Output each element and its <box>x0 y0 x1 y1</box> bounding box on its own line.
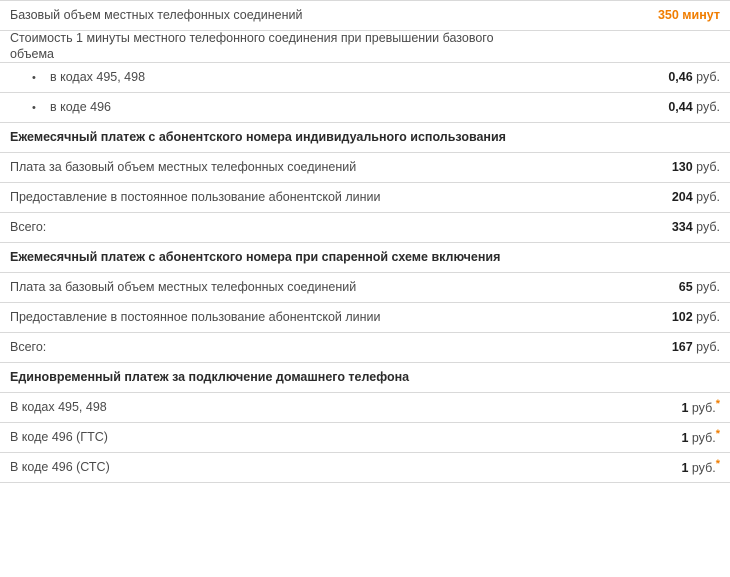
row-value <box>540 93 730 123</box>
accent-value: 350 минут <box>657 7 720 22</box>
row-amount: 167 <box>671 339 693 354</box>
section-title: Ежемесячный платеж с абонентского номера при спаренной схеме включения <box>0 243 540 273</box>
row-unit: руб. <box>696 159 720 174</box>
table-row <box>0 31 730 63</box>
row-label: в коде 496 <box>50 99 111 114</box>
row-amount: 130 <box>671 159 693 174</box>
row-label-bulleted <box>0 93 540 123</box>
row-amount: 65 <box>678 279 693 294</box>
table-row <box>0 1 730 31</box>
table-row <box>0 303 730 333</box>
row-label-bulleted <box>0 63 540 93</box>
row-value <box>540 123 730 153</box>
row-label: Стоимость 1 минуты местного телефонного соединения при превышении базового объема <box>0 31 540 63</box>
table-row <box>0 153 730 183</box>
row-label: в кодах 495, 498 <box>50 69 146 84</box>
table-row <box>0 393 730 423</box>
row-value <box>540 363 730 393</box>
row-label: Предоставление в постоянное пользование абонентской линии <box>0 183 540 213</box>
tariff-table-body <box>0 1 730 483</box>
row-value <box>540 423 730 453</box>
row-value <box>540 453 730 483</box>
row-unit: руб. <box>696 279 720 294</box>
row-value <box>540 1 730 31</box>
row-label: Плата за базовый объем местных телефонных соединений <box>0 153 540 183</box>
row-unit: руб. <box>691 431 716 446</box>
row-label: В коде 496 (СТС) <box>0 453 540 483</box>
section-header-row <box>0 243 730 273</box>
row-unit: руб. <box>691 461 716 476</box>
row-label: Всего: <box>0 213 540 243</box>
table-row <box>0 273 730 303</box>
table-row <box>0 333 730 363</box>
row-label: В кодах 495, 498 <box>0 393 540 423</box>
row-amount: 1 <box>681 401 689 416</box>
row-unit: руб. <box>696 189 720 204</box>
row-amount: 1 <box>681 431 689 446</box>
row-value <box>540 333 730 363</box>
row-unit: руб. <box>696 219 720 234</box>
row-value <box>540 243 730 273</box>
row-unit: руб. <box>691 401 716 416</box>
row-value <box>540 183 730 213</box>
section-header-row <box>0 123 730 153</box>
row-value <box>540 303 730 333</box>
row-label: Всего: <box>0 333 540 363</box>
row-value <box>540 153 730 183</box>
row-amount: 0,46 <box>668 69 693 84</box>
row-value <box>540 63 730 93</box>
row-amount: 0,44 <box>668 99 693 114</box>
row-unit: руб. <box>696 69 720 84</box>
row-unit: руб. <box>696 309 720 324</box>
section-header-row <box>0 363 730 393</box>
footnote-marker: * <box>715 428 720 441</box>
row-amount: 334 <box>671 219 693 234</box>
bullet-icon: • <box>32 101 36 114</box>
table-row <box>0 423 730 453</box>
row-value <box>540 393 730 423</box>
footnote-marker: * <box>715 458 720 471</box>
row-label: Плата за базовый объем местных телефонных соединений <box>0 273 540 303</box>
table-row <box>0 63 730 93</box>
row-value <box>540 31 730 63</box>
bullet-icon: • <box>32 71 36 84</box>
row-label: Базовый объем местных телефонных соединений <box>0 1 540 31</box>
row-label: В коде 496 (ГТС) <box>0 423 540 453</box>
footnote-marker: * <box>715 398 720 411</box>
section-title: Ежемесячный платеж с абонентского номера индивидуального использования <box>0 123 540 153</box>
table-row <box>0 453 730 483</box>
row-amount: 102 <box>671 309 693 324</box>
row-value <box>540 213 730 243</box>
row-value <box>540 273 730 303</box>
table-row <box>0 213 730 243</box>
row-label: Предоставление в постоянное пользование абонентской линии <box>0 303 540 333</box>
row-amount: 204 <box>671 189 693 204</box>
table-row <box>0 93 730 123</box>
row-unit: руб. <box>696 99 720 114</box>
row-unit: руб. <box>696 339 720 354</box>
section-title: Единовременный платеж за подключение домашнего телефона <box>0 363 540 393</box>
table-row <box>0 183 730 213</box>
row-amount: 1 <box>681 461 689 476</box>
